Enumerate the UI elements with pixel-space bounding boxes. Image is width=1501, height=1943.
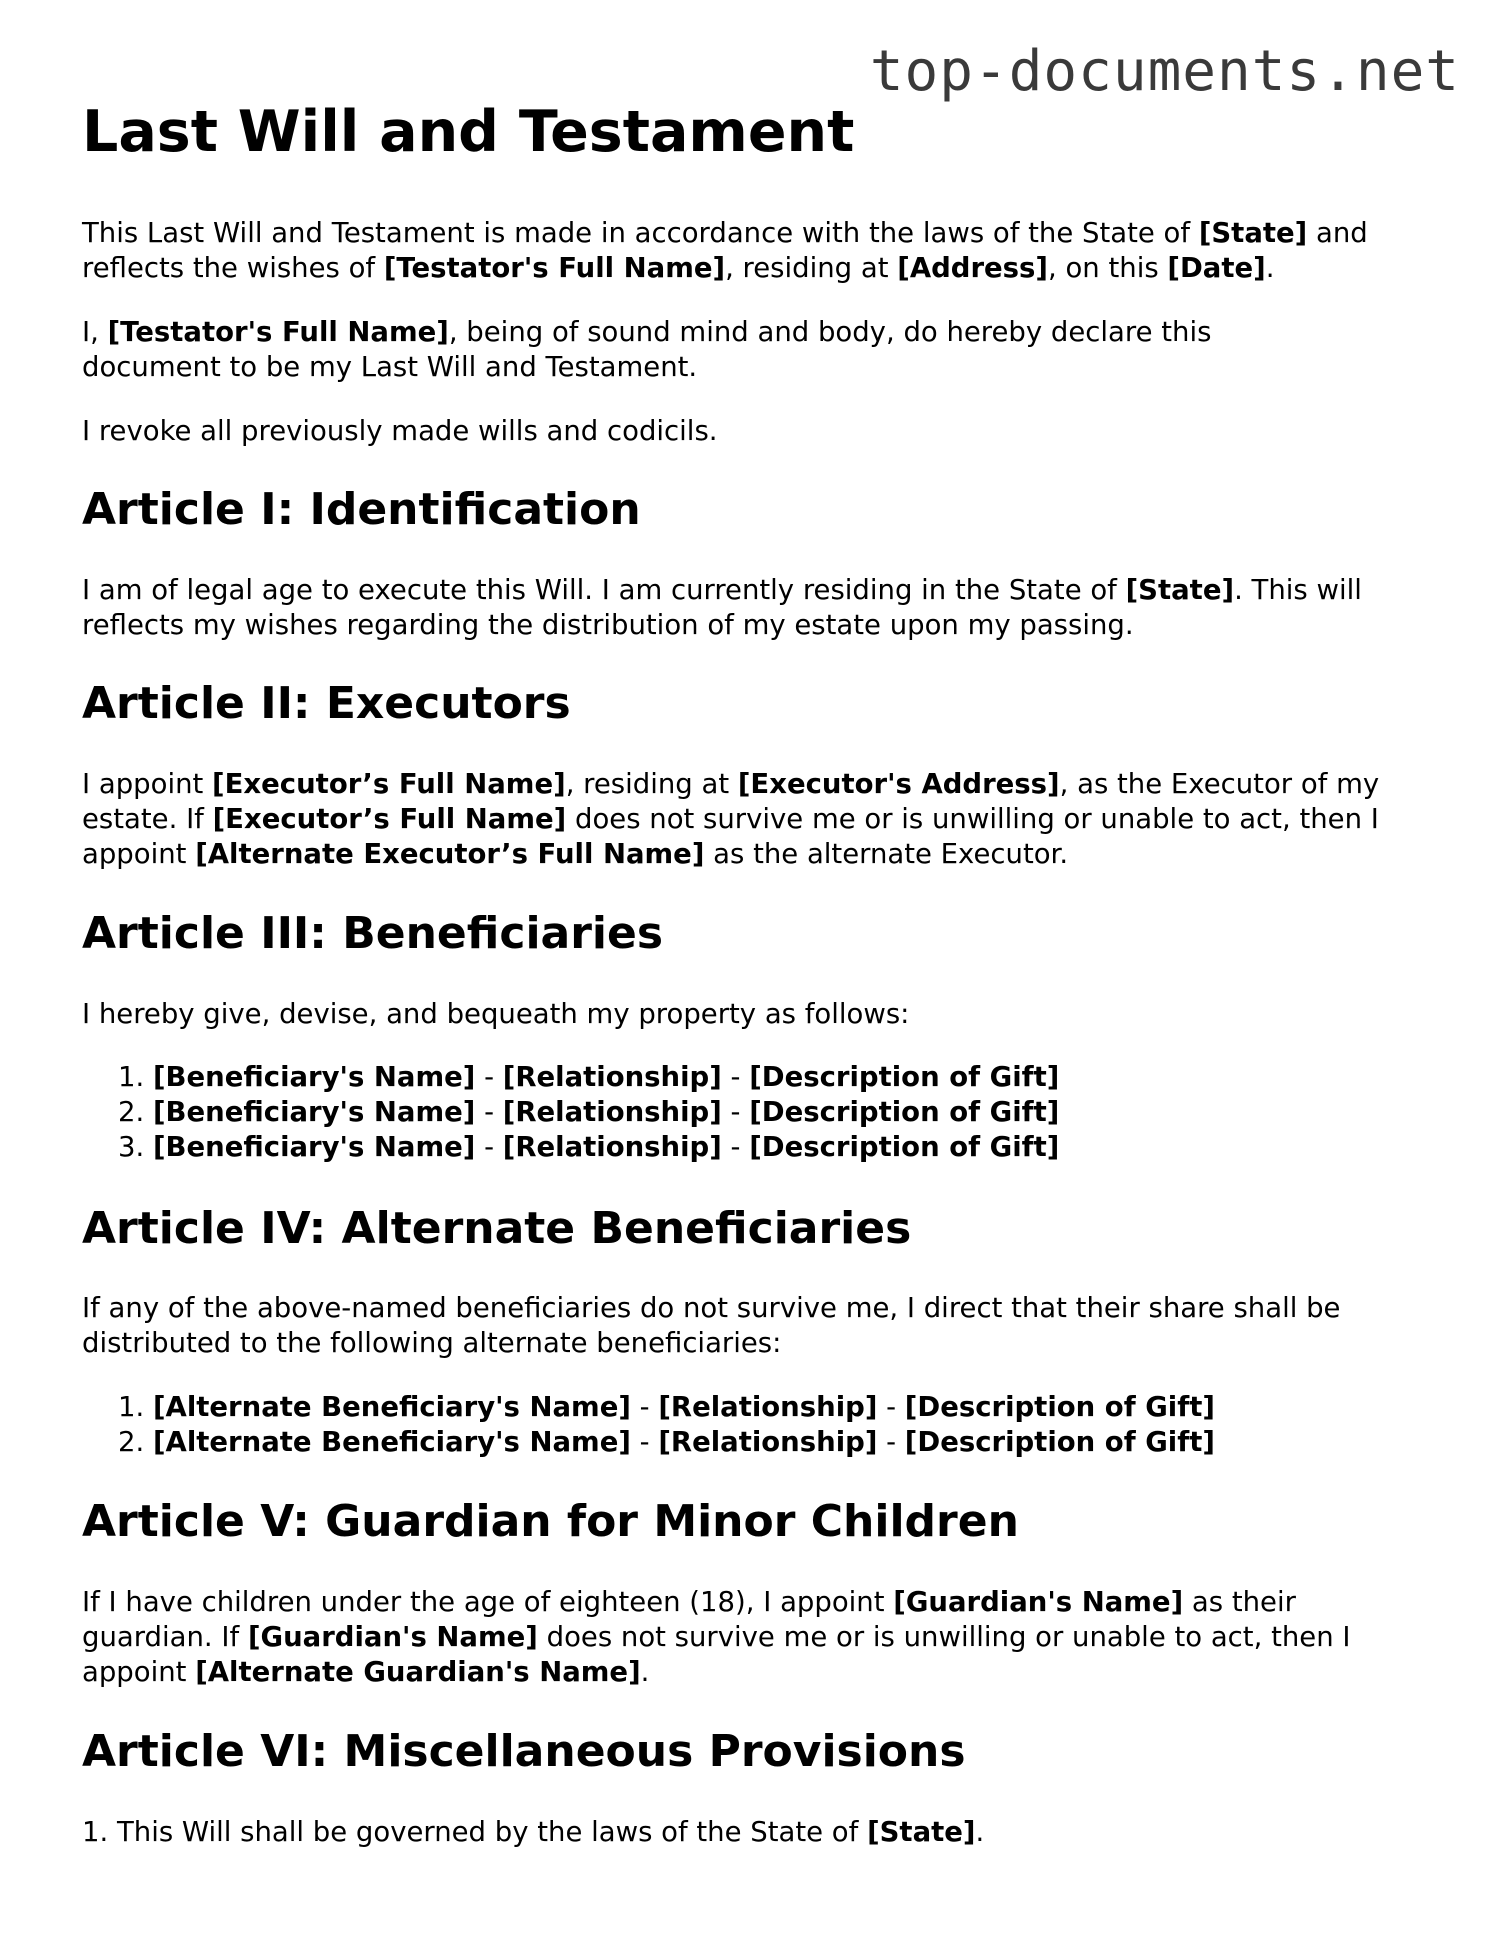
list-item (118, 1060, 1458, 1095)
separator: - (877, 1391, 905, 1423)
text: This Last Will and Testament is made in accordance with the laws of the State of (82, 217, 1199, 249)
testator-name-placeholder: [Testator's Full Name] (383, 252, 726, 284)
address-placeholder: [Address] (897, 252, 1048, 284)
intro-paragraph-3: I revoke all previously made wills and codicils. (82, 415, 718, 447)
separator: - (721, 1131, 750, 1163)
gift-placeholder: [Description of Gift] (904, 1391, 1215, 1423)
date-placeholder: [Date] (1167, 252, 1266, 284)
alternate-beneficiary-name-placeholder: [Alternate Beneficiary's Name] (152, 1426, 631, 1458)
relationship-placeholder: [Relationship] (502, 1061, 722, 1093)
state-placeholder: [State] (1198, 217, 1308, 249)
gift-placeholder: [Description of Gift] (749, 1131, 1060, 1163)
guardian-name-placeholder: [Guardian's Name] (247, 1621, 538, 1653)
text: and reflects the wishes of (82, 217, 1368, 284)
separator: - (721, 1061, 750, 1093)
separator: - (877, 1426, 905, 1458)
item-number: 1. (118, 1061, 153, 1093)
relationship-placeholder: [Relationship] (502, 1131, 722, 1163)
text: , as the Executor of my estate. If (82, 768, 1380, 835)
text: , residing at (565, 768, 738, 800)
text: , on this (1048, 252, 1168, 284)
alternate-beneficiary-name-placeholder: [Alternate Beneficiary's Name] (152, 1391, 631, 1423)
text: . This will reflects my wishes regarding the distribution of my estate upon my passing. (82, 574, 1362, 641)
beneficiaries-list (118, 1060, 1458, 1165)
article-2-text (82, 767, 1422, 872)
separator: - (475, 1096, 503, 1128)
item-number: 2. (118, 1096, 153, 1128)
list-item (118, 1425, 1458, 1460)
article-5-heading: Article V: Guardian for Minor Children (82, 1496, 1019, 1547)
gift-placeholder: [Description of Gift] (749, 1061, 1060, 1093)
beneficiary-name-placeholder: [Beneficiary's Name] (152, 1096, 476, 1128)
state-placeholder: [State] (867, 1816, 976, 1848)
item-number: 1. (118, 1391, 153, 1423)
text: I, (82, 316, 108, 348)
testator-name-placeholder: [Testator's Full Name] (107, 316, 449, 348)
article-1-text (82, 573, 1422, 643)
article-4-heading: Article IV: Alternate Beneficiaries (82, 1203, 912, 1254)
list-item (118, 1390, 1458, 1425)
separator: - (630, 1426, 659, 1458)
executor-name-placeholder: [Executor’s Full Name] (212, 803, 567, 835)
text: I am of legal age to execute this Will. I am currently residing in the State of (82, 574, 1126, 606)
state-placeholder: [State] (1125, 574, 1235, 606)
article-1-heading: Article I: Identification (82, 484, 641, 535)
intro-paragraph-1 (82, 216, 1422, 286)
article-3-heading: Article III: Beneficiaries (82, 908, 664, 959)
text: as their guardian. If (82, 1586, 1296, 1653)
text: I appoint (82, 768, 213, 800)
beneficiary-name-placeholder: [Beneficiary's Name] (152, 1061, 476, 1093)
separator: - (475, 1131, 503, 1163)
article-5-text (82, 1585, 1422, 1690)
text: does not survive me or is unwilling or unable to act, then I appoint (82, 1621, 1351, 1688)
relationship-placeholder: [Relationship] (658, 1391, 878, 1423)
list-item (118, 1095, 1458, 1130)
text: , residing at (725, 252, 898, 284)
relationship-placeholder: [Relationship] (502, 1096, 722, 1128)
text: 1. This Will shall be governed by the laws of the State of (82, 1816, 868, 1848)
separator: - (475, 1061, 503, 1093)
alternate-beneficiaries-list (118, 1390, 1458, 1460)
relationship-placeholder: [Relationship] (658, 1426, 878, 1458)
text: If I have children under the age of eighteen (18), I appoint (82, 1586, 894, 1618)
intro-paragraph-2 (82, 315, 1332, 385)
separator: - (721, 1096, 750, 1128)
beneficiary-name-placeholder: [Beneficiary's Name] (152, 1131, 476, 1163)
item-number: 3. (118, 1131, 153, 1163)
text: as the alternate Executor. (704, 838, 1069, 870)
article-3-intro: I hereby give, devise, and bequeath my property as follows: (82, 998, 910, 1030)
text: does not survive me or is unwilling or unable to act, then I appoint (82, 803, 1379, 870)
gift-placeholder: [Description of Gift] (749, 1096, 1060, 1128)
text: . (640, 1656, 650, 1688)
alternate-executor-placeholder: [Alternate Executor’s Full Name] (195, 838, 705, 870)
article-6-text (82, 1815, 1422, 1850)
watermark: top-documents.net (869, 39, 1460, 104)
executor-address-placeholder: [Executor's Address] (737, 768, 1060, 800)
text: , being of sound mind and body, do hereby declare this document to be my Last Will and Testament. (82, 316, 1212, 383)
document-title: Last Will and Testament (82, 99, 855, 165)
article-6-heading: Article VI: Miscellaneous Provisions (82, 1726, 966, 1777)
executor-name-placeholder: [Executor’s Full Name] (212, 768, 566, 800)
guardian-name-placeholder: [Guardian's Name] (893, 1586, 1184, 1618)
text: . (975, 1816, 985, 1848)
list-item (118, 1130, 1458, 1165)
separator: - (630, 1391, 659, 1423)
article-4-intro: If any of the above-named beneficiaries do not survive me, I direct that their share shall be distributed to the following alternate beneficiaries: (82, 1292, 1341, 1359)
alternate-guardian-placeholder: [Alternate Guardian's Name] (195, 1656, 641, 1688)
article-2-heading: Article II: Executors (82, 678, 571, 729)
text: . (1265, 252, 1275, 284)
item-number: 2. (118, 1426, 153, 1458)
gift-placeholder: [Description of Gift] (904, 1426, 1215, 1458)
